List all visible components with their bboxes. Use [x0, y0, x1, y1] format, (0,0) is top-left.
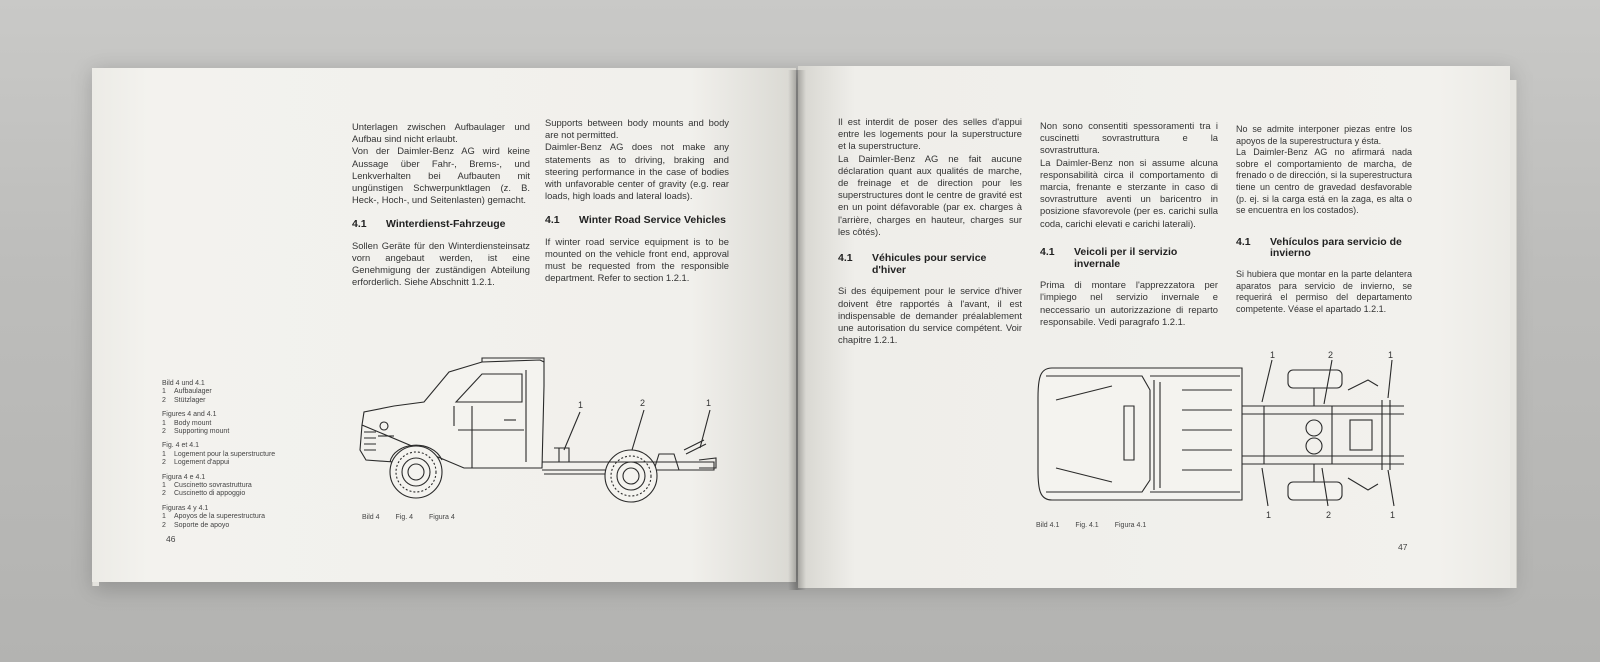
legend-item-number: 2 — [162, 396, 166, 404]
callout-label: 2 — [1328, 350, 1334, 360]
paragraph: La Daimler-Benz non si assume alcuna responsabilità circa il comportamento di marcia, frenante e sterzante in caso di sovrastrutture aventi un baricentro in posizione sfavorevole (per es. carichi sulla coda, carichi elevati e carichi laterali). — [1040, 156, 1218, 229]
section-title: Véhicules pour service d'hiver — [872, 252, 987, 277]
legend-item-text: Body mount — [174, 419, 212, 427]
legend-title: Figura 4 e 4.1 — [162, 473, 206, 481]
section-heading — [1236, 237, 1412, 260]
paragraph: La Daimler-Benz AG ne fait aucune déclaration quant aux qualités de marche, de freinage et de direction pour les superstructures dont le centre de gravité est en un point défavorable (par ex. charges à l'arrière, charges en hauteur, charges sur les côtés). — [838, 152, 1022, 237]
callout-label: 1 — [1270, 350, 1276, 360]
figure-caption: Figura 4.1 — [1114, 522, 1147, 529]
legend-item — [162, 459, 302, 467]
paragraph: Supports between body mounts and body are not permitted. — [545, 117, 729, 141]
callout-label: 2 — [1326, 510, 1332, 520]
legend-item — [162, 388, 302, 396]
legend-item-number: 1 — [162, 419, 166, 427]
figure-caption: Bild 4 — [362, 514, 380, 521]
paragraph: Daimler-Benz AG does not make any statements as to driving, braking and steering performance in the case of bodies with unfavorable center of gravity (e.g. rear loads, high loads and lateral loads). — [545, 141, 729, 202]
section-number: 4.1 — [1040, 245, 1055, 258]
figure-caption: Bild 4.1 — [1036, 522, 1060, 529]
left-page — [92, 68, 796, 582]
callout-label: 1 — [706, 398, 712, 408]
german-column — [352, 121, 530, 288]
paragraph: If winter road service equipment is to be mounted on the vehicle front end, approval must be requested from the responsible department. Refer to section 1.2.1. — [545, 235, 729, 284]
paragraph: La Daimler-Benz AG no afirmará nada sobre el comportamiento de marcha, de frenado o de dirección, si la superestructura tiene un centro de gravedad desfavorable (p. ej. si la carga está en la zaga, es alta o se encuentra en los costados). — [1236, 147, 1412, 216]
legend-item-text: Logement d'appui — [174, 459, 230, 467]
legend-item-number: 1 — [162, 388, 166, 396]
callout-label: 1 — [1388, 350, 1394, 360]
legend-item — [162, 522, 302, 530]
legend-title: Fig. 4 et 4.1 — [162, 442, 199, 450]
legend-group — [162, 380, 302, 405]
paragraph: Si des équipement pour le service d'hiver doivent être rapportés à l'avant, il est indispensable de demander préalablement une autorisation du service compétent. Voir chapitre 1.2.1. — [838, 285, 1022, 346]
legend-item — [162, 482, 302, 490]
legend-item — [162, 428, 302, 436]
paragraph: Sollen Geräte für den Winterdiensteinsatz vorn angebaut werden, ist eine Genehmigung der zuständigen Abteilung erforderlich. Siehe Abschnitt 1.2.1. — [352, 239, 530, 288]
section-number: 4.1 — [352, 218, 367, 231]
legend-item-text: Stützlager — [174, 396, 206, 404]
section-title: Winterdienst-Fahrzeuge — [386, 218, 506, 231]
legend-group — [162, 505, 302, 530]
page-number: 46 — [166, 534, 176, 544]
legend-group — [162, 442, 302, 467]
legend-item-text: Supporting mount — [174, 428, 230, 436]
legend-item-text: Aufbaulager — [174, 388, 212, 396]
callout-label: 1 — [1390, 510, 1396, 520]
section-heading — [1040, 246, 1218, 270]
legend-item-text: Soporte de apoyo — [174, 521, 230, 529]
legend-item-number: 1 — [162, 482, 166, 490]
italian-column — [1040, 120, 1218, 328]
section-title: Winter Road Service Vehicles — [579, 214, 726, 227]
legend-item-text: Logement pour la superstructure — [174, 450, 276, 458]
spanish-column — [1236, 124, 1412, 315]
legend-item-number: 2 — [162, 459, 166, 467]
callout-label: 1 — [1266, 510, 1272, 520]
legend-item-text: Cuscinetto sovrastruttura — [174, 482, 252, 490]
section-heading — [352, 218, 530, 230]
paragraph: Prima di montare l'apprezzatora per l'impiego nel servizio invernale e neccessario un autorizzazione di reparto responsabile. Vedi paragrafo 1.2.1. — [1040, 279, 1218, 327]
figure-caption: Figura 4 — [429, 514, 455, 521]
legend-title: Figures 4 and 4.1 — [162, 411, 217, 419]
legend-item — [162, 420, 302, 428]
section-title: Veicoli per il servizio invernale — [1074, 245, 1178, 271]
paragraph: Von der Daimler-Benz AG wird keine Aussage über Fahr-, Brems-, und Lenkverhalten bei Aufbauten mit ungünstigen Schwerpunktlagen (z. B. Heck-, Hoch-, und Seitenlasten) gemacht. — [352, 145, 530, 206]
section-number: 4.1 — [545, 214, 560, 227]
side-view-truck-drawing — [354, 350, 734, 510]
legend-title: Figuras 4 y 4.1 — [162, 504, 209, 512]
legend-item — [162, 513, 302, 521]
legend-item-text: Cuscinetto di appoggio — [174, 490, 246, 498]
paragraph: Non sono consentiti spessoramenti tra i cuscinetti sovrastruttura e la sovrastruttura. — [1040, 120, 1218, 156]
section-heading — [838, 252, 1022, 276]
legend-item — [162, 451, 302, 459]
book-gutter — [788, 70, 806, 590]
section-title: Vehículos para servicio de invierno — [1270, 235, 1402, 260]
callout-label: 2 — [640, 398, 646, 408]
legend-group — [162, 411, 302, 436]
paragraph: Si hubiera que montar en la parte delantera aparatos para servicio de invierno, se requerirá el permiso del departamento competente. Véase el apartado 1.2.1. — [1236, 268, 1412, 314]
french-column — [838, 116, 1022, 346]
legend-item — [162, 397, 302, 405]
paragraph: No se admite interponer piezas entre los apoyos de la superestructura y ésta. — [1236, 124, 1412, 146]
right-page — [798, 66, 1510, 588]
legend-item-number: 2 — [162, 428, 166, 436]
legend-item-number: 2 — [162, 490, 166, 498]
legend-item — [162, 490, 302, 498]
figure-captions — [362, 514, 455, 521]
top-view-chassis-drawing — [1032, 350, 1412, 526]
figure-caption: Fig. 4.1 — [1075, 522, 1099, 529]
section-heading — [545, 214, 729, 226]
section-number: 4.1 — [838, 252, 853, 265]
page-number: 47 — [1398, 542, 1408, 552]
english-column — [545, 117, 729, 284]
figure-legend — [162, 380, 302, 536]
callout-label: 1 — [578, 400, 584, 410]
legend-item-number: 2 — [162, 521, 166, 529]
paragraph: Unterlagen zwischen Aufbaulager und Aufbau sind nicht erlaubt. — [352, 121, 530, 145]
legend-title: Bild 4 und 4.1 — [162, 380, 205, 387]
legend-item-number: 1 — [162, 513, 166, 521]
legend-group — [162, 474, 302, 499]
legend-item-text: Apoyos de la superestructura — [174, 513, 266, 521]
legend-item-number: 1 — [162, 450, 166, 458]
paragraph: Il est interdit de poser des selles d'appui entre les logements pour la superstructure et la superstructure. — [838, 116, 1022, 152]
figure-captions — [1036, 522, 1146, 529]
figure-caption: Fig. 4 — [395, 514, 414, 521]
section-number: 4.1 — [1236, 235, 1251, 248]
